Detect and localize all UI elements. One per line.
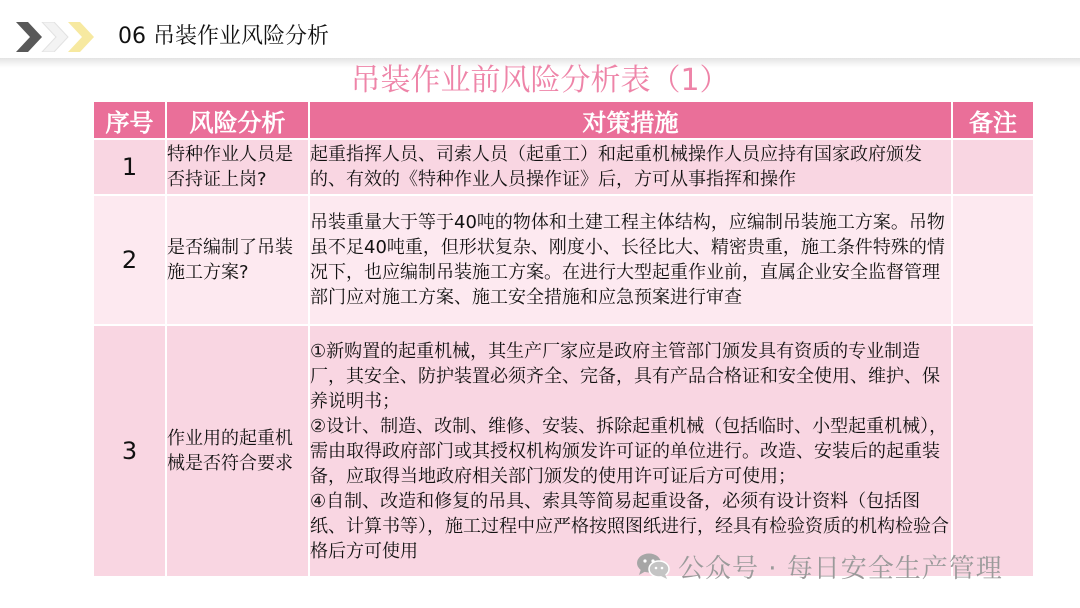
row-notes — [952, 139, 1034, 195]
row-measures: 起重指挥人员、司索人员（起重工）和起重机械操作人员应持有国家政府颁发的、有效的《特种作业人员操作证》后，方可从事指挥和操作 — [309, 139, 952, 195]
row-index: 2 — [93, 195, 166, 325]
wechat-icon — [636, 552, 670, 580]
table-row — [93, 325, 1034, 577]
table-header-row — [93, 101, 1034, 139]
risk-analysis-table — [92, 100, 1035, 578]
row-notes — [952, 195, 1034, 325]
row-risk: 特种作业人员是否持证上岗? — [166, 139, 309, 195]
table-row — [93, 139, 1034, 195]
header-risk: 风险分析 — [166, 101, 309, 139]
row-index: 1 — [93, 139, 166, 195]
table-title: 吊装作业前风险分析表（1） — [350, 63, 730, 98]
row-measures: 吊装重量大于等于40吨的物体和土建工程主体结构，应编制吊装施工方案。吊物虽不足40吨重，但形状复杂、刚度小、长径比大、精密贵重，施工条件特殊的情况下，也应编制吊装施工方案。在进行大型起重作业前，直属企业安全监督管理部门应对施工方案、施工安全措施和应急预案进行审查 — [309, 195, 952, 325]
row-index: 3 — [93, 325, 166, 577]
watermark — [636, 548, 1003, 584]
table-row — [93, 195, 1034, 325]
row-measures: ①新购置的起重机械，其生产厂家应是政府主管部门颁发具有资质的专业制造厂，其安全、防护装置必须齐全、完备，具有产品合格证和安全使用、维护、保养说明书； ②设计、制造、改制、维修、安装、拆除起重机械（包括临时、小型起重机械），需由取得政府部门或其授权机构颁发许可证的单位进行。改造、安装后的起重装备，应取得当地政府相关部门颁发的使用许可证后方可使用； ④自制、改造和修复的吊具、索具等简易起重设备，必须有设计资料（包括图纸、计算书等），施工过程中应严格按照图纸进行，经具有检验资质的机构检验合格后方可使用 — [309, 325, 952, 577]
row-notes — [952, 325, 1034, 577]
row-risk: 是否编制了吊装施工方案? — [166, 195, 309, 325]
chevron-arrows-icon — [16, 22, 112, 52]
watermark-text: 公众号 · 每日安全生产管理 — [678, 553, 1003, 584]
header-notes: 备注 — [952, 101, 1034, 139]
header-index: 序号 — [93, 101, 166, 139]
header-measures: 对策措施 — [309, 101, 952, 139]
row-risk: 作业用的起重机械是否符合要求 — [166, 325, 309, 577]
slide-title: 06 吊装作业风险分析 — [118, 24, 329, 49]
